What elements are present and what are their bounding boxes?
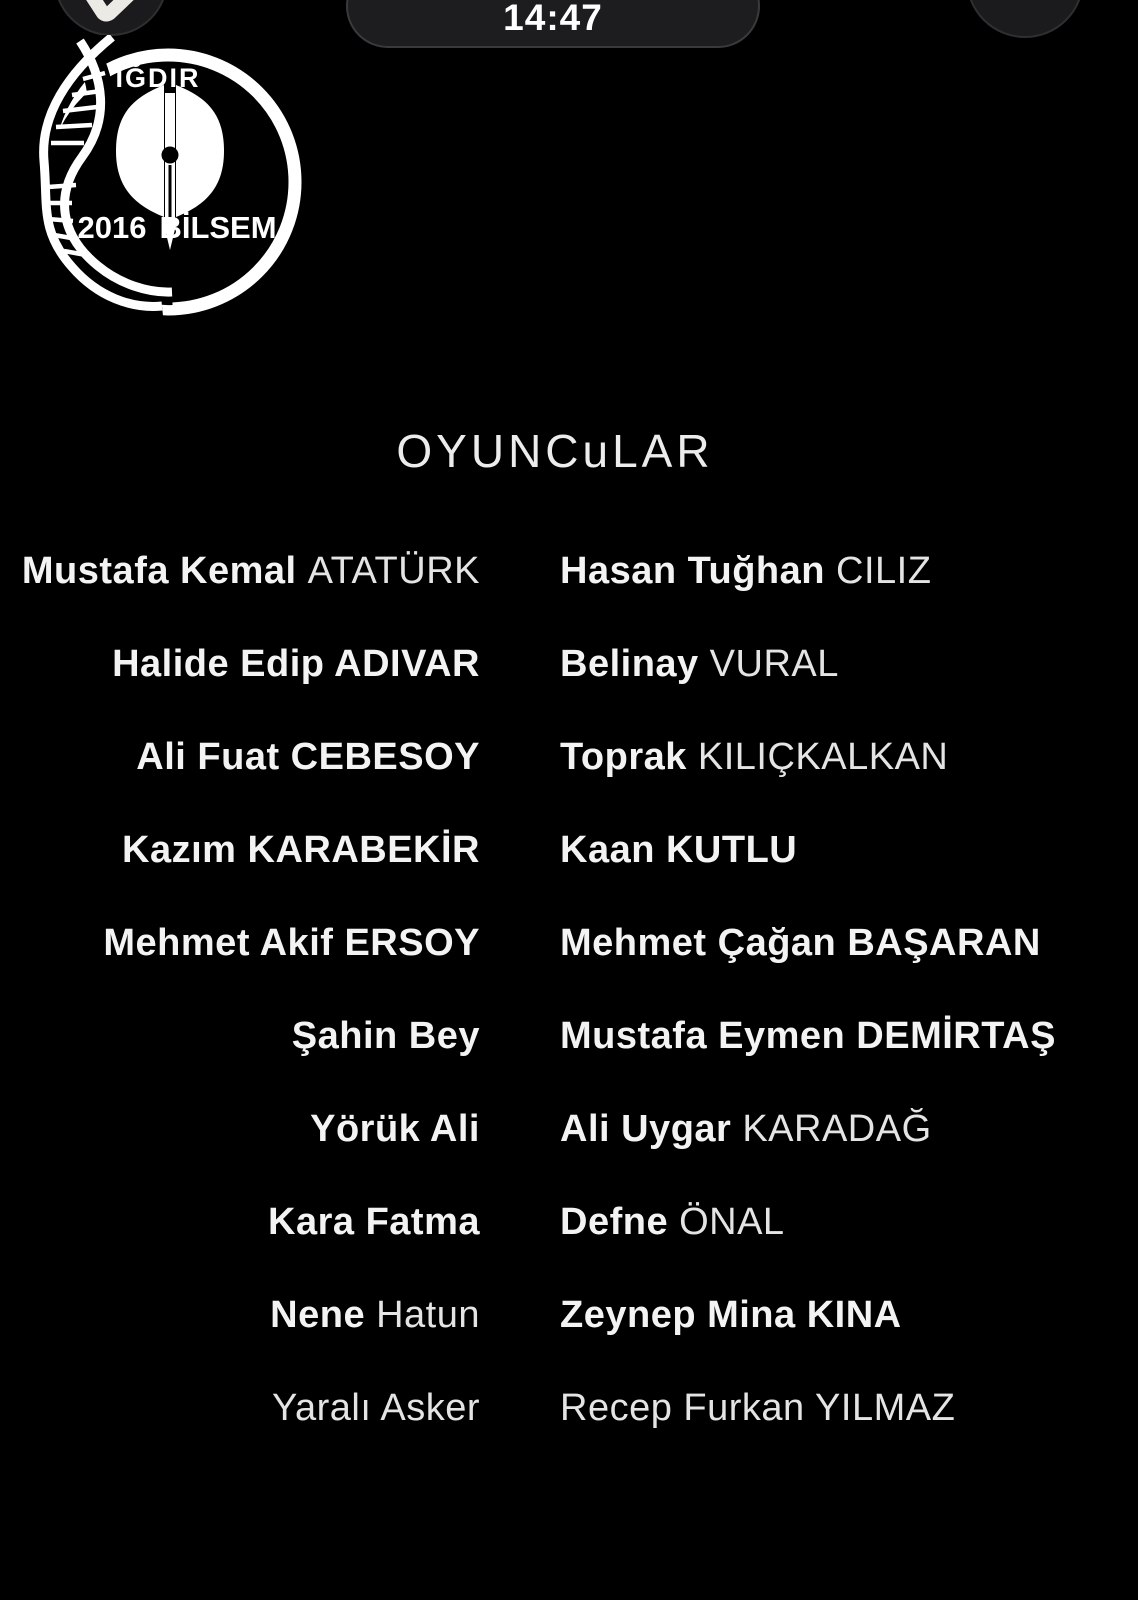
cast-row (0, 1362, 1138, 1455)
actor-name: Toprak KILIÇKALKAN (560, 736, 949, 778)
actor-name: Zeynep Mina KINA (560, 1294, 902, 1336)
role-name: Halide Edip ADIVAR (112, 643, 480, 685)
cast-row (0, 1269, 1138, 1362)
cast-list (0, 525, 1138, 1455)
actor-name: Belinay VURAL (560, 643, 839, 685)
cast-row (0, 990, 1138, 1083)
role-name: Şahin Bey (291, 1015, 480, 1057)
school-logo (20, 35, 312, 327)
role-name: Yaralı Asker (271, 1387, 480, 1429)
status-time-pill (346, 0, 760, 48)
check-icon (82, 0, 144, 20)
cast-row (0, 525, 1138, 618)
cast-row (0, 1083, 1138, 1176)
cast-row (0, 897, 1138, 990)
role-name: Kara Fatma (268, 1201, 480, 1243)
cast-row (0, 618, 1138, 711)
logo-city-text: IĞDIR (115, 63, 201, 93)
clock-text: 14:47 (503, 0, 603, 38)
page-title: OYUNCuLAR (396, 425, 714, 477)
actor-name: Mehmet Çağan BAŞARAN (560, 922, 1041, 964)
actor-name: Ali Uygar KARADAĞ (560, 1108, 932, 1150)
role-name: Kazım KARABEKİR (122, 829, 480, 871)
top-right-button[interactable] (966, 0, 1084, 38)
role-name: Mehmet Akif ERSOY (103, 922, 480, 964)
role-name: Nene Hatun (270, 1294, 480, 1336)
role-name: Yörük Ali (310, 1108, 480, 1150)
cast-row (0, 1176, 1138, 1269)
logo-name-text: BİLSEM (159, 210, 277, 245)
cast-row (0, 711, 1138, 804)
cast-row (0, 804, 1138, 897)
role-name: Mustafa Kemal ATATÜRK (21, 550, 480, 592)
actor-name: Kaan KUTLU (560, 829, 798, 871)
actor-name: Defne ÖNAL (560, 1201, 785, 1243)
actor-name: Recep Furkan YILMAZ (560, 1387, 956, 1429)
actor-name: Mustafa Eymen DEMİRTAŞ (560, 1015, 1056, 1057)
actor-name: Hasan Tuğhan CILIZ (560, 550, 932, 592)
role-name: Ali Fuat CEBESOY (136, 736, 480, 778)
logo-year-text: 2016 (77, 210, 147, 245)
